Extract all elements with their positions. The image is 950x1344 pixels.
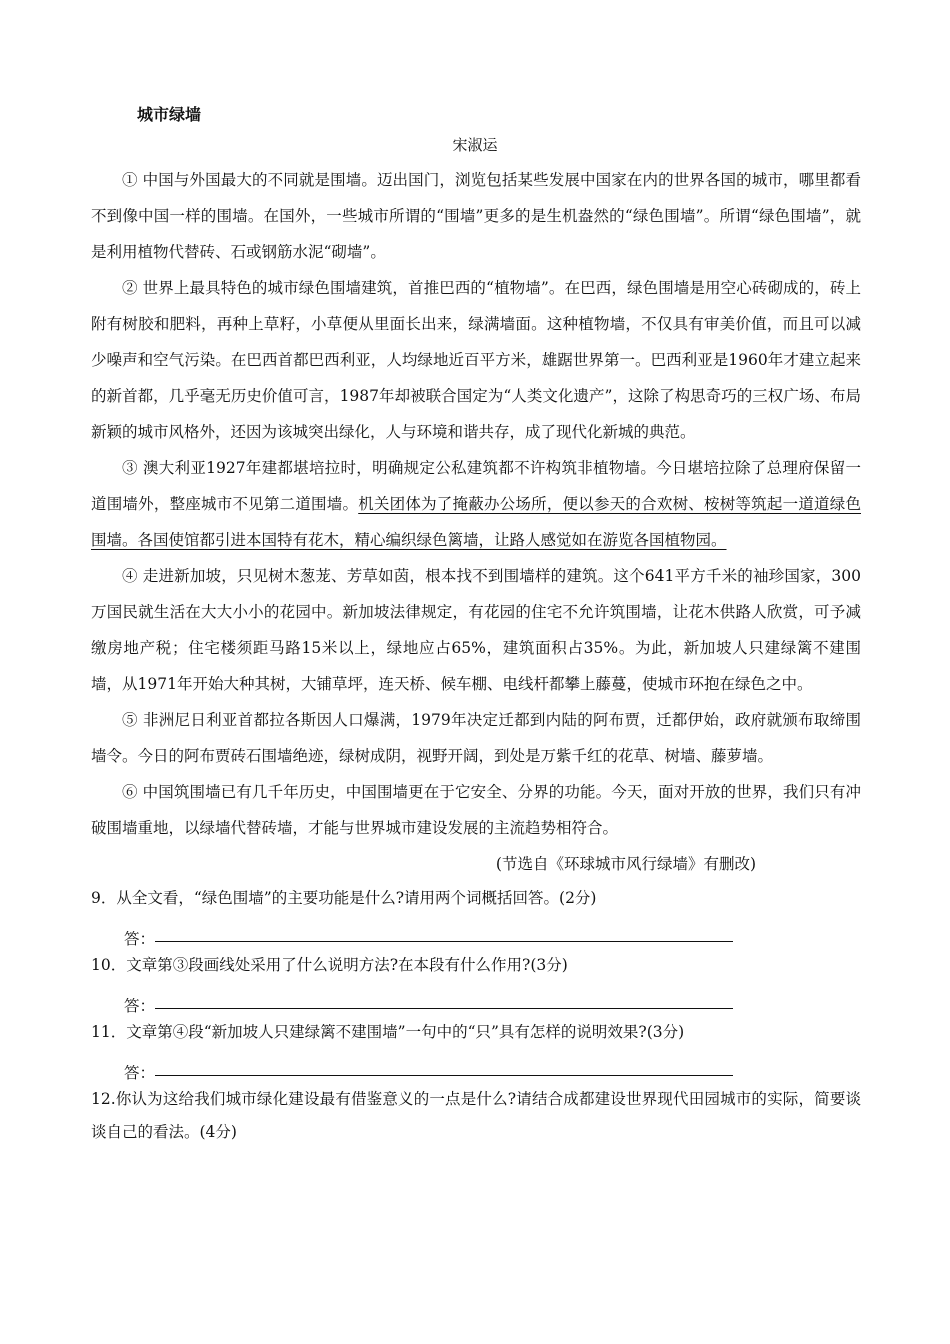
question-11: 11．文章第④段“新加坡人只建绿篱不建围墙”一句中的“只”具有怎样的说明效果?(3分) [91,1023,685,1041]
paragraph-6: ⑥ 中国筑围墙已有几千年历史，中国围墙更在于它安全、分界的功能。今天，面对开放的世界，我们只有冲破围墙重地，以绿墙代替砖墙，才能与世界城市建设发展的主流趋势相符合。 [91,783,861,837]
answer-label: 答： [124,997,156,1015]
article-source: (节选自《环球城市风行绿墙》有删改) [495,855,756,873]
paragraph-3 [91,450,861,558]
answer-row-9 [91,915,861,949]
answer-label: 答： [124,930,156,948]
paragraph-4: ④ 走进新加坡，只见树木葱茏、芳草如茵，根本找不到围墙样的建筑。这个641平方千米的袖珍国家，300万国民就生活在大大小小的花园中。新加坡法律规定，有花园的住宅不允许筑围墙，让花木供路人欣赏，可予减缴房地产税；住宅楼须距马路15米以上，绿地应占65%，建筑面积占35%。为此，新加坡人只建绿篱不建围墙，从1971年开始大种其树，大铺草坪，连天桥、候车棚、电线杆都攀上藤蔓，使城市环抱在绿色之中。 [91,567,861,693]
answer-row-10 [91,982,861,1016]
underlined-passage: 机关团体为了掩蔽办公场所，便以参天的合欢树、桉树等筑起一道道绿色围墙。各国使馆都引进本国特有花木，精心编织绿色篱墙，让路人感觉如在游览各国植物园。 [91,495,861,549]
paragraph-2: ② 世界上最具特色的城市绿色围墙建筑，首推巴西的“植物墙”。在巴西，绿色围墙是用空心砖砌成的，砖上附有树胶和肥料，再种上草籽，小草便从里面长出来，绿满墙面。这种植物墙，不仅具有审美价值，而且可以减少噪声和空气污染。在巴西首都巴西利亚，人均绿地近百平方米，雄踞世界第一。巴西利亚是1960年才建立起来的新首都，几乎毫无历史价值可言，1987年却被联合国定为“人类文化遗产”，这除了构思奇巧的三权广场、布局新颖的城市风格外，还因为该城突出绿化，人与环境和谐共存，成了现代化新城的典范。 [91,279,861,441]
question-9: 9．从全文看，“绿色围墙”的主要功能是什么?请用两个词概括回答。(2分) [91,889,597,907]
article-title: 城市绿墙 [137,105,202,124]
paragraph-1: ① 中国与外国最大的不同就是围墙。迈出国门，浏览包括某些发展中国家在内的世界各国的城市，哪里都看不到像中国一样的围墙。在国外，一些城市所谓的“围墙”更多的是生机盎然的“绿色围墙”。所谓“绿色围墙”，就是利用植物代替砖、石或钢筋水泥“砌墙”。 [91,171,861,261]
answer-label: 答： [124,1064,156,1082]
article-body [91,162,861,1149]
question-12: 12.你认为这给我们城市绿化建设最有借鉴意义的一点是什么?请结合成都建设世界现代田园城市的实际，简要谈谈自己的看法。(4分) [91,1090,861,1141]
answer-line-11[interactable] [155,1053,733,1076]
paragraph-5: ⑤ 非洲尼日利亚首都拉各斯因人口爆满，1979年决定迁都到内陆的阿布贾，迁都伊始，政府就颁布取缔围墙令。今日的阿布贾砖石围墙绝迹，绿树成阴，视野开阔，到处是万紫千红的花草、树墙、藤萝墙。 [91,711,861,765]
answer-line-9[interactable] [155,919,733,942]
question-10: 10．文章第③段画线处采用了什么说明方法?在本段有什么作用?(3分) [91,956,568,974]
paragraph-3-text: ③ 澳大利亚1927年建都堪培拉时，明确规定公私建筑都不许构筑非植物墙。今日堪培拉除了总理府保留一道围墙外，整座城市不见第二道围墙。 [91,459,861,513]
answer-row-11 [91,1049,861,1083]
answer-line-10[interactable] [155,986,733,1009]
question-list [91,882,861,1149]
article-author: 宋淑运 [452,136,498,154]
